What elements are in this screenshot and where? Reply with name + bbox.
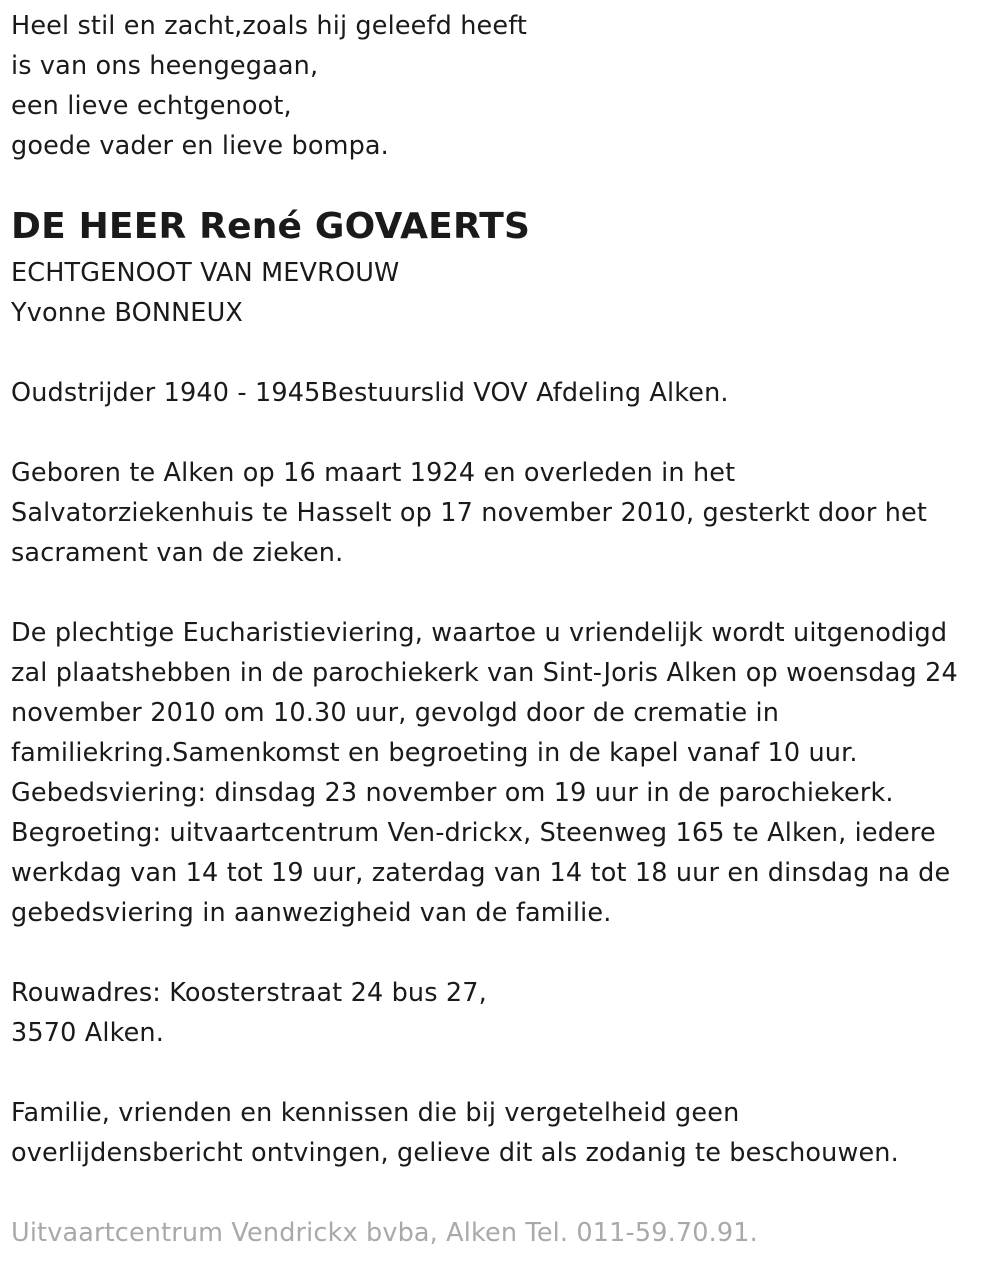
intro-line: een lieve echtgenoot, <box>11 91 292 121</box>
ceremony-line: Begroeting: uitvaartcentrum Ven-drickx, Steenweg 165 te Alken, iedere <box>11 818 936 848</box>
funeral-home-footer: Uitvaartcentrum Vendrickx bvba, Alken Tel. 011-59.70.91. <box>11 1218 758 1248</box>
birth-line: Salvatorziekenhuis te Hasselt op 17 november 2010, gesterkt door het <box>11 498 928 528</box>
intro-poem <box>11 6 527 166</box>
deceased-name: DE HEER René GOVAERTS <box>11 206 531 247</box>
spouse-line: Yvonne BONNEUX <box>11 298 243 328</box>
ceremony-info <box>11 613 958 933</box>
birth-line: Geboren te Alken op 16 maart 1924 en overleden in het <box>11 458 736 488</box>
ceremony-line: familiekring.Samenkomst en begroeting in de kapel vanaf 10 uur. <box>11 738 858 768</box>
ceremony-line: werkdag van 14 tot 19 uur, zaterdag van 14 tot 18 uur en dinsdag na de <box>11 858 951 888</box>
ceremony-line: De plechtige Eucharistieviering, waartoe u vriendelijk wordt uitgenodigd <box>11 618 948 648</box>
family-notice <box>11 1093 899 1173</box>
notice-line: overlijdensbericht ontvingen, gelieve dit als zodanig te beschouwen. <box>11 1138 899 1168</box>
intro-line: Heel stil en zacht,zoals hij geleefd heeft <box>11 11 528 41</box>
intro-line: goede vader en lieve bompa. <box>11 131 389 161</box>
address-line: 3570 Alken. <box>11 1018 164 1048</box>
ceremony-line: november 2010 om 10.30 uur, gevolgd door de crematie in <box>11 698 780 728</box>
spouse-line: ECHTGENOOT VAN MEVROUW <box>11 258 400 288</box>
birth-death-info <box>11 453 927 573</box>
spouse-info <box>11 253 399 333</box>
veteran-line: Oudstrijder 1940 - 1945Bestuurslid VOV Afdeling Alken. <box>11 378 729 408</box>
notice-line: Familie, vrienden en kennissen die bij vergetelheid geen <box>11 1098 740 1128</box>
mourning-address <box>11 973 487 1053</box>
ceremony-line: zal plaatshebben in de parochiekerk van Sint-Joris Alken op woensdag 24 <box>11 658 958 688</box>
ceremony-line: gebedsviering in aanwezigheid van de familie. <box>11 898 612 928</box>
veteran-info <box>11 373 729 413</box>
address-line: Rouwadres: Koosterstraat 24 bus 27, <box>11 978 487 1008</box>
ceremony-line: Gebedsviering: dinsdag 23 november om 19 uur in de parochiekerk. <box>11 778 894 808</box>
intro-line: is van ons heengegaan, <box>11 51 319 81</box>
birth-line: sacrament van de zieken. <box>11 538 344 568</box>
